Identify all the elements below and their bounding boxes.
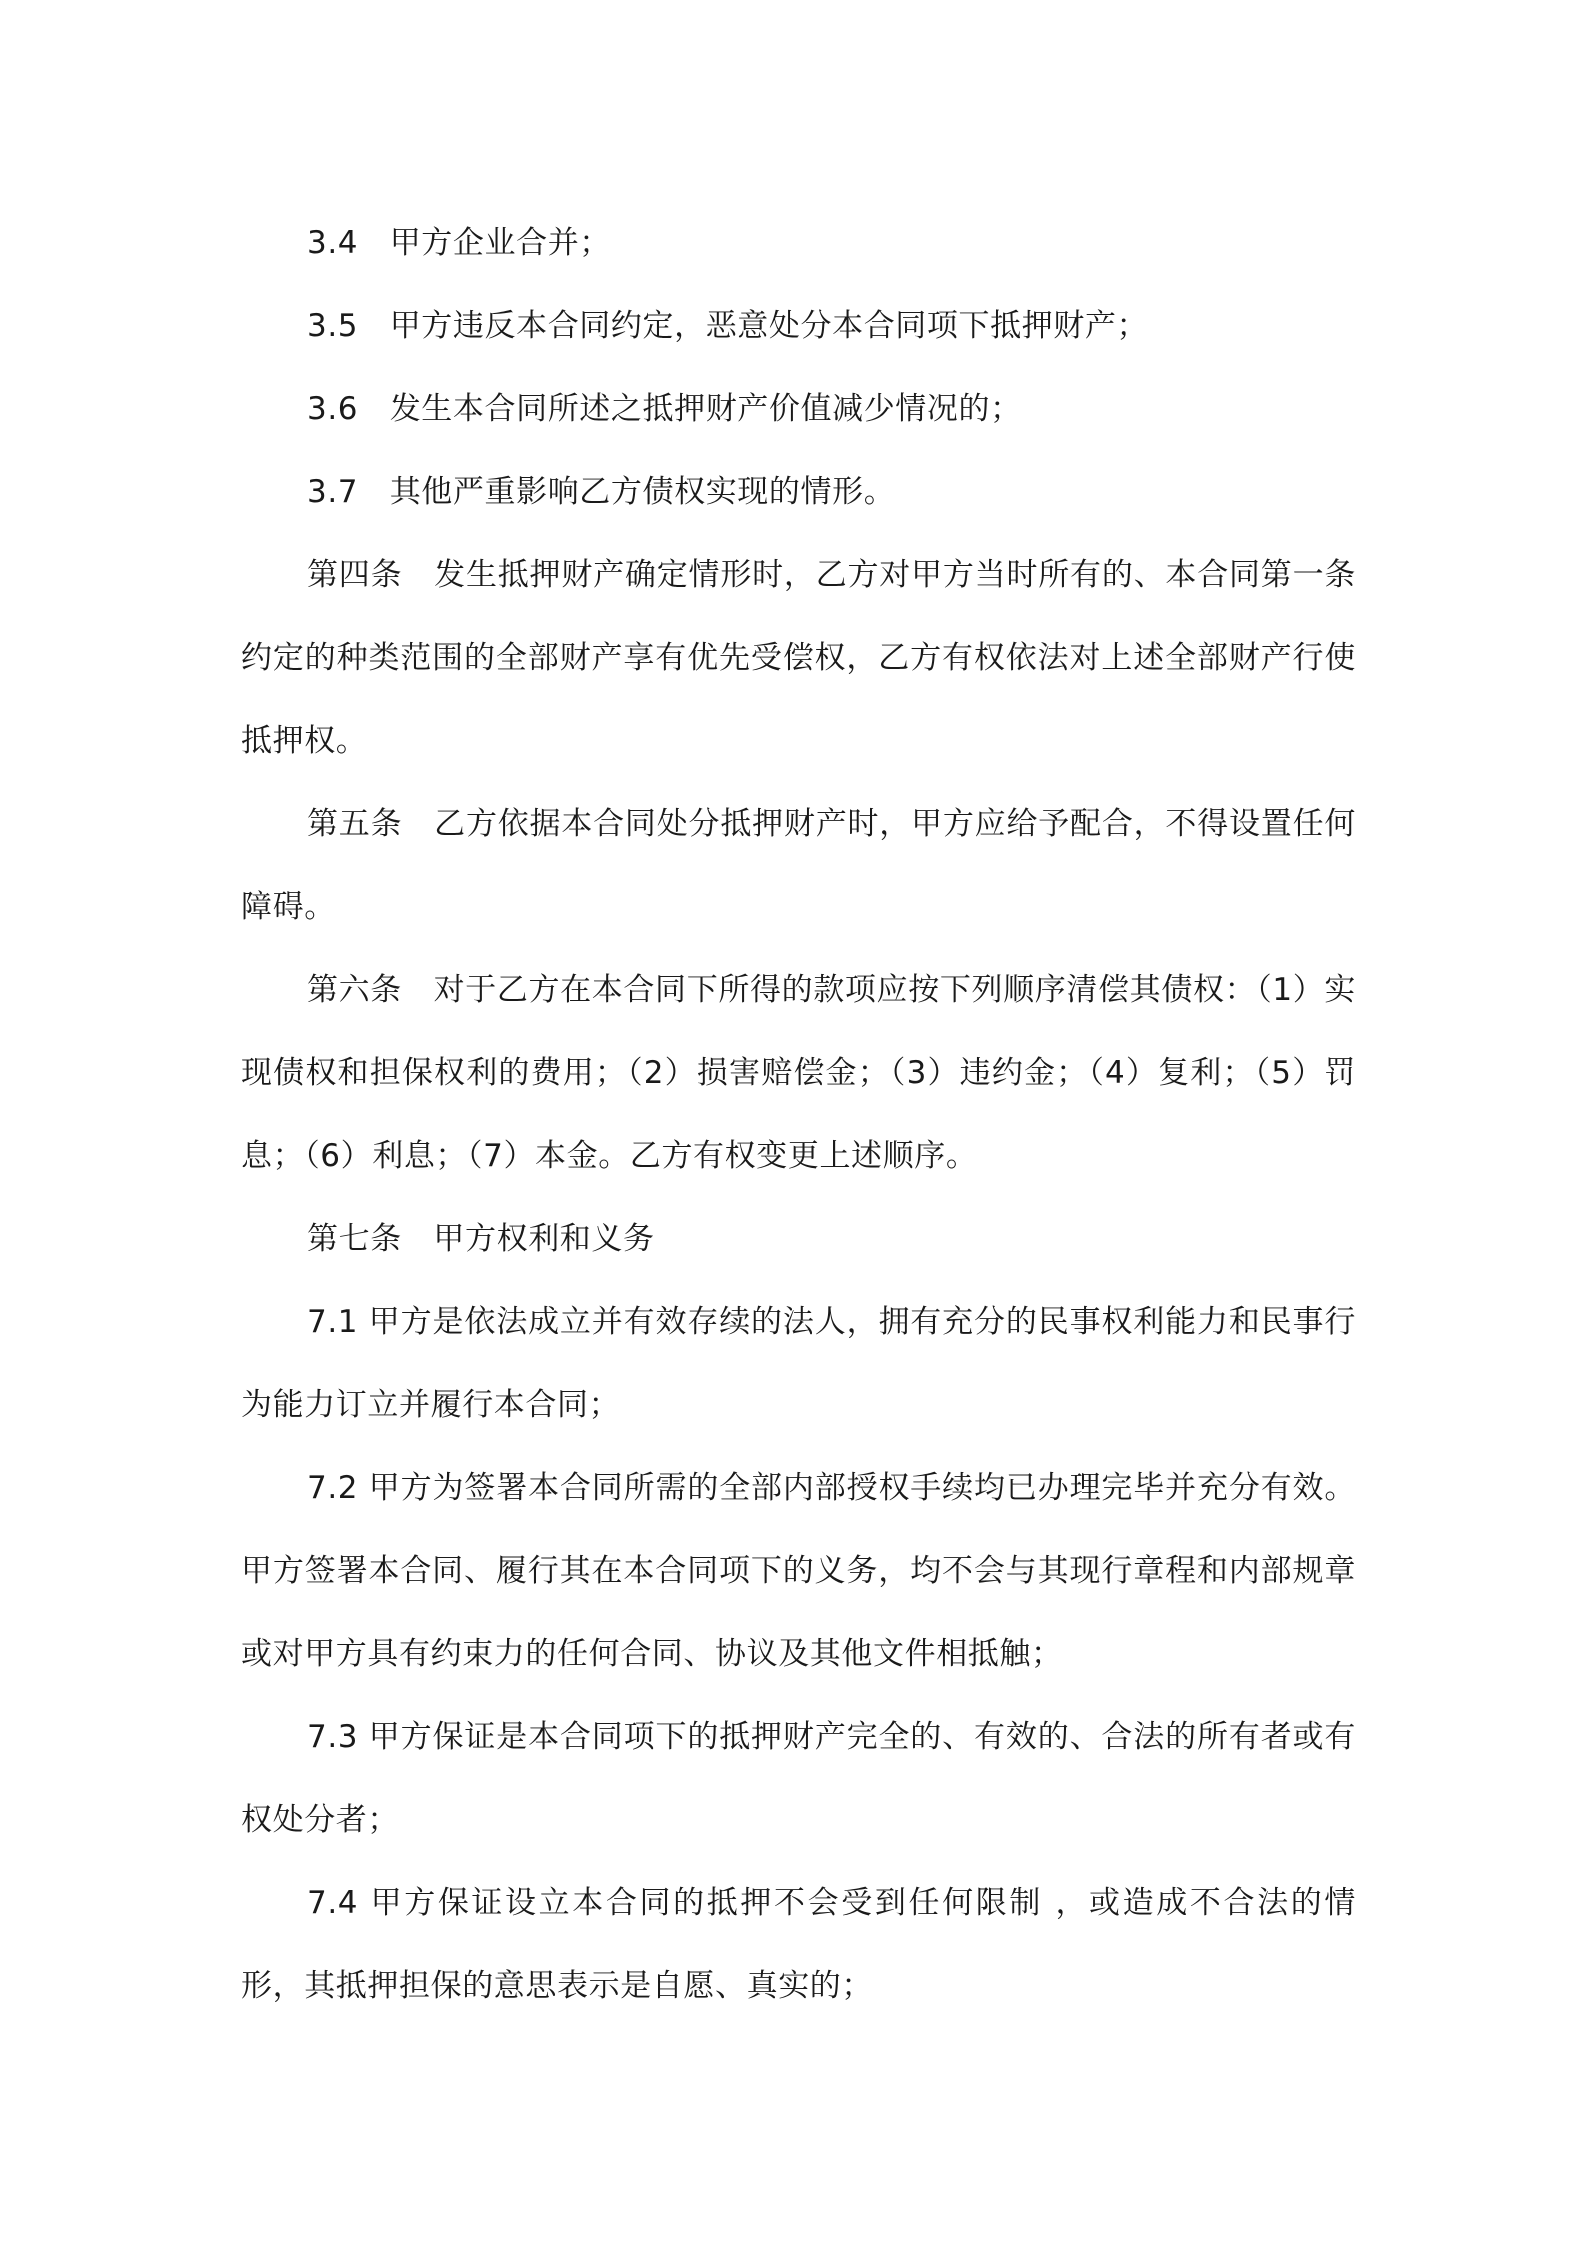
clause-7-3: 7.3 甲方保证是本合同项下的抵押财产完全的、有效的、合法的所有者或有权处分者； — [241, 1719, 1356, 1838]
clause-3-4: 3.4 甲方企业合并； — [307, 225, 611, 261]
clause-7-1: 7.1 甲方是依法成立并有效存续的法人，拥有充分的民事权利能力和民事行为能力订立并履行本合同； — [241, 1304, 1356, 1423]
clause-3-6: 3.6 发生本合同所述之抵押财产价值减少情况的； — [307, 391, 1022, 427]
article-5: 第五条 乙方依据本合同处分抵押财产时，甲方应给予配合，不得设置任何障碍。 — [241, 806, 1356, 925]
article-4: 第四条 发生抵押财产确定情形时，乙方对甲方当时所有的、本合同第一条约定的种类范围的全部财产享有优先受偿权，乙方有权依法对上述全部财产行使抵押权。 — [241, 557, 1356, 759]
clause-7-4: 7.4 甲方保证设立本合同的抵押不会受到任何限制 ，或造成不合法的情形，其抵押担保的意思表示是自愿、真实的； — [241, 1885, 1356, 2004]
clause-3-5: 3.5 甲方违反本合同约定，恶意处分本合同项下抵押财产； — [307, 308, 1149, 344]
clause-3-7: 3.7 其他严重影响乙方债权实现的情形。 — [307, 474, 896, 510]
document-body — [241, 202, 1356, 2028]
article-7-heading: 第七条 甲方权利和义务 — [307, 1221, 655, 1257]
article-6: 第六条 对于乙方在本合同下所得的款项应按下列顺序清偿其债权：（1）实现债权和担保权利的费用；（2）损害赔偿金；（3）违约金；（4）复利；（5）罚息；（6）利息；（7）本金。乙方有权变更上述顺序。 — [241, 972, 1356, 1174]
clause-7-2: 7.2 甲方为签署本合同所需的全部内部授权手续均已办理完毕并充分有效。甲方签署本合同、履行其在本合同项下的义务，均不会与其现行章程和内部规章或对甲方具有约束力的任何合同、协议及其他文件相抵触； — [241, 1470, 1356, 1672]
